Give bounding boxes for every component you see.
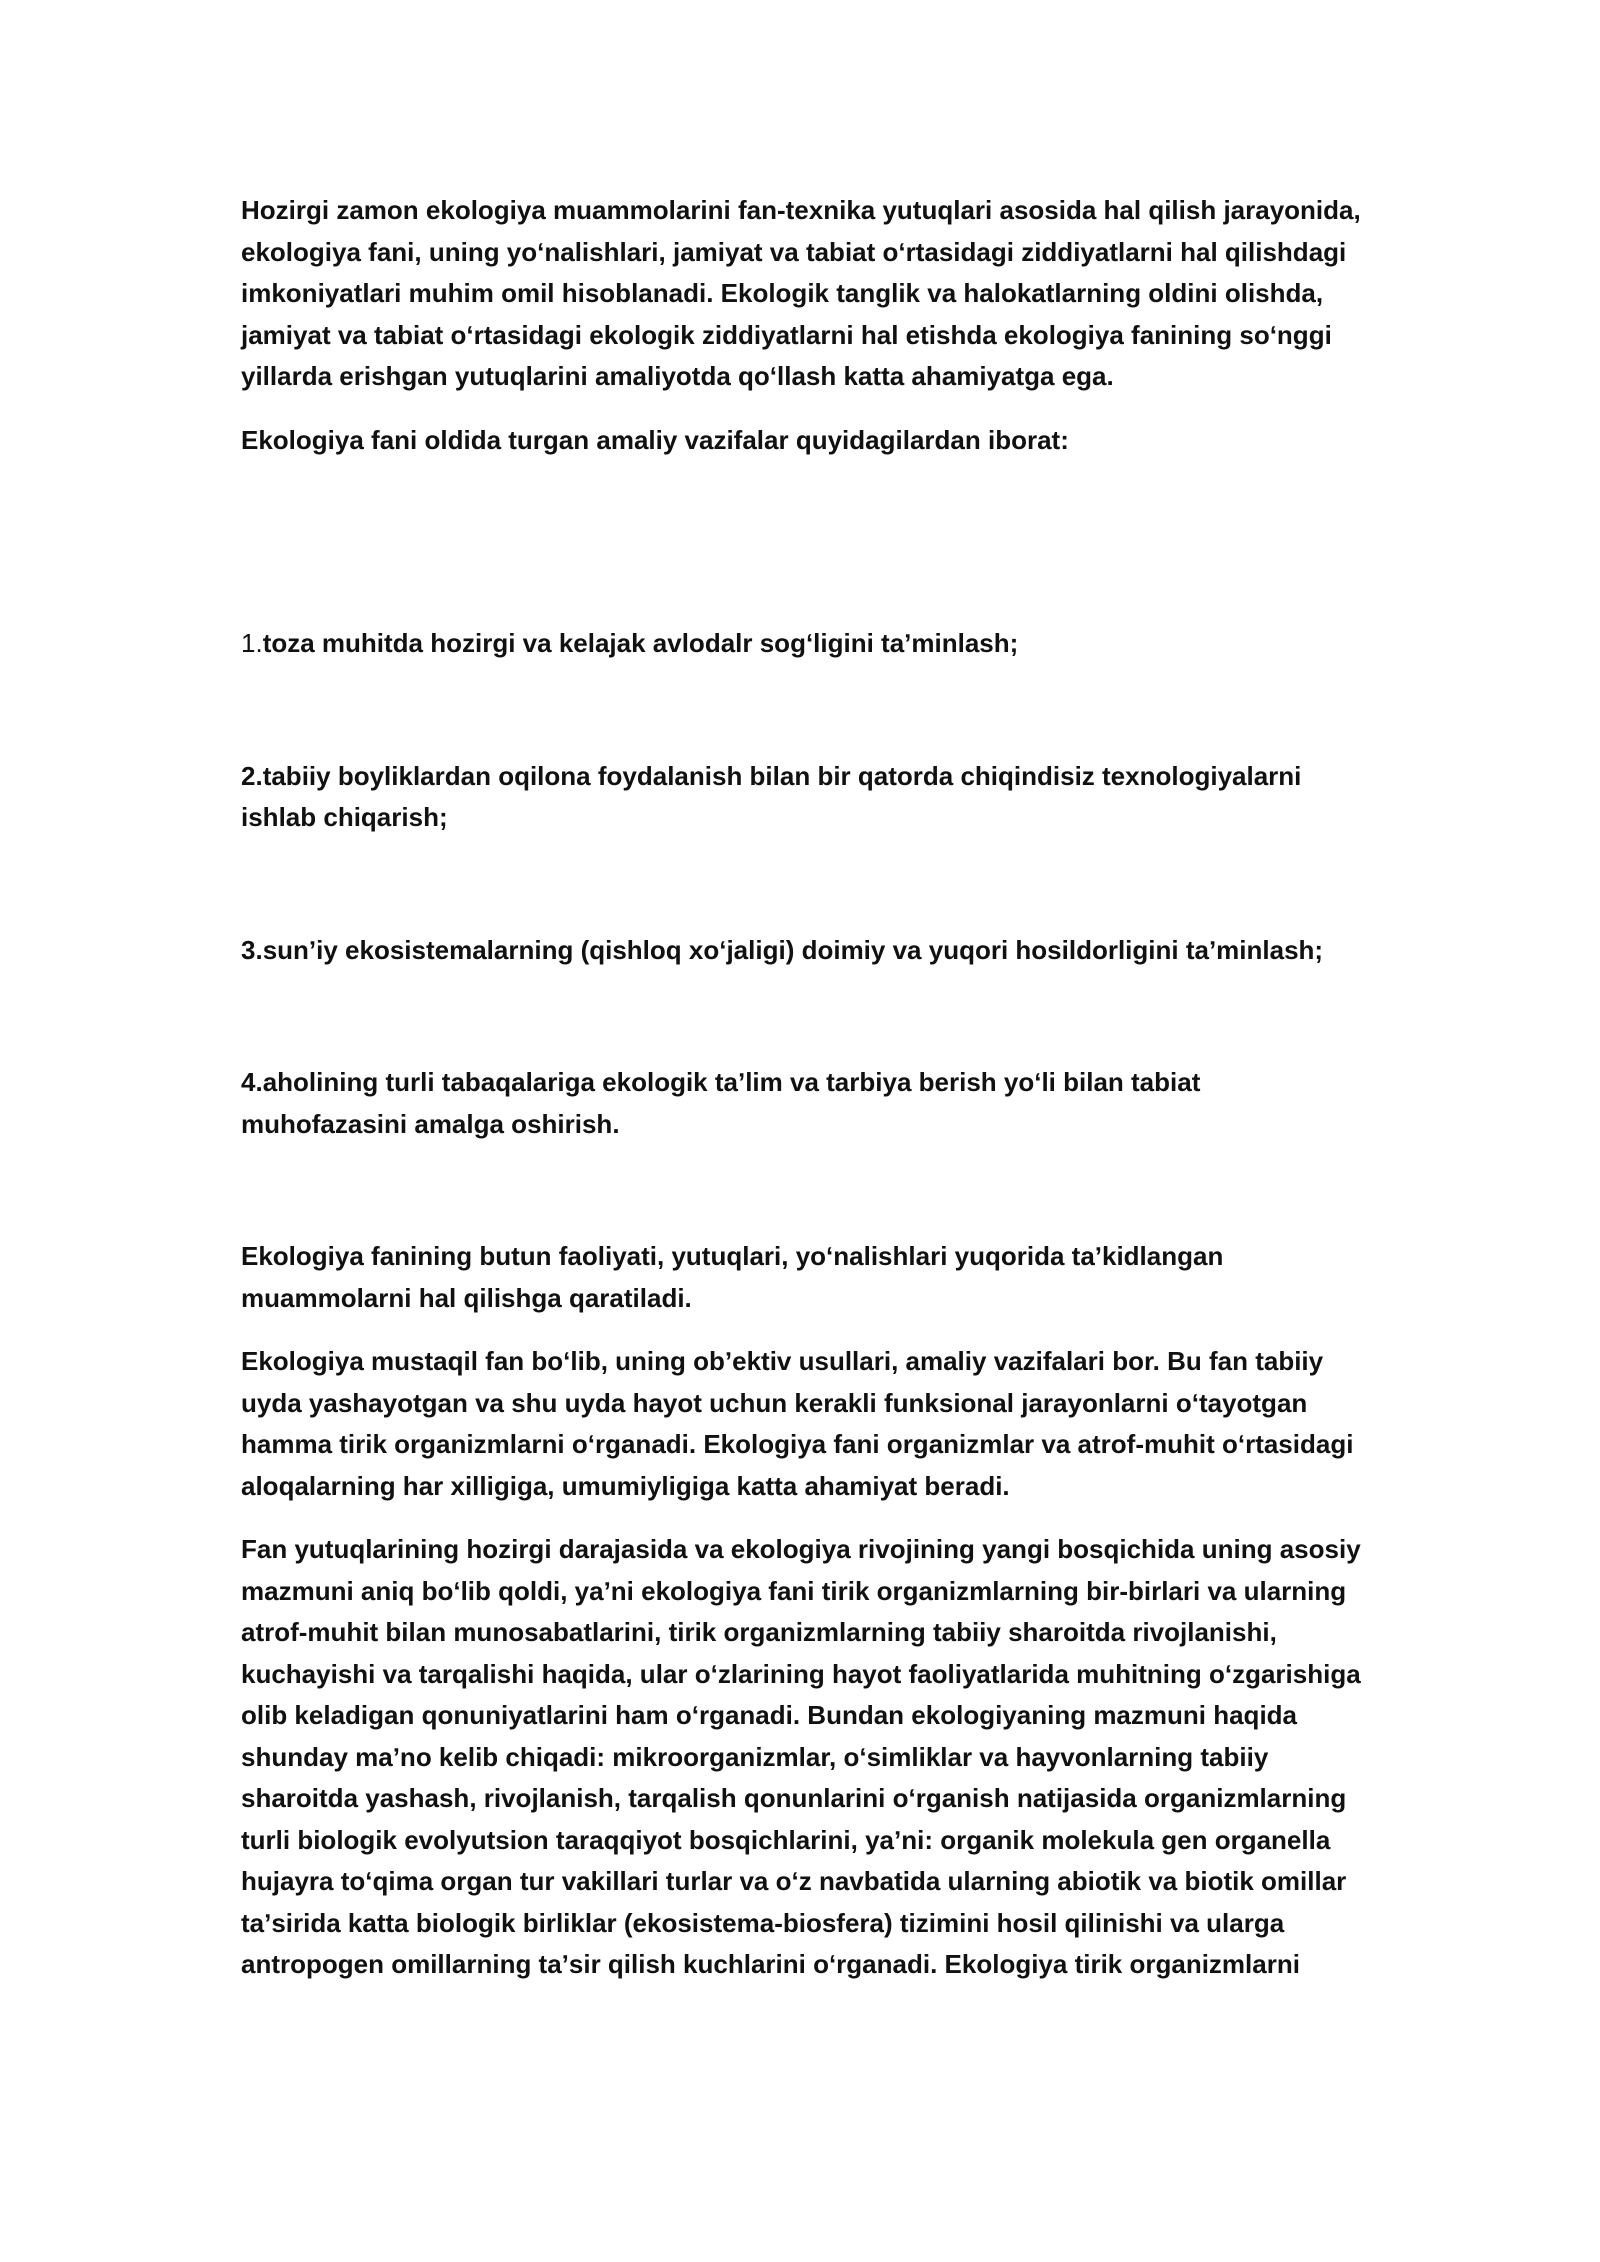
intro-paragraph: Hozirgi zamon ekologiya muammolarini fan-texnika yutuqlari asosida hal qilish jarayonida, ekologiya fani, uning yoʻnalishlari, jamiyat va tabiat oʻrtasidagi ziddiyatlarni hal qilishdagi imkoniyatlari muhim omil hisoblanadi. Ekologik tanglik va halokatlarning oldini olishda, jamiyat va tabiat oʻrtasidagi ekologik ziddiyatlarni hal etishda ekologiya fanining soʻnggi yillarda erishgan yutuqlarini amaliyotda qoʻllash katta ahamiyatga ega. — [241, 195, 1361, 391]
list-item-text: aholining turli tabaqalariga ekologik taʼlim va tarbiya berish yoʻli bilan tabiat muhofazasini amalga oshirish. — [241, 1067, 1201, 1139]
list-item-text: toza muhitda hozirgi va kelajak avlodalr sogʻligini taʼminlash; — [262, 628, 1019, 658]
list-item-number: 2. — [241, 760, 263, 791]
document-body — [241, 190, 1366, 1986]
list-item-text: tabiiy boyliklardan oqilona foydalanish bilan bir qatorda chiqindisiz texnologiyalarni ishlab chiqarish; — [241, 760, 1302, 832]
list-item — [241, 1062, 1366, 1145]
summary-paragraph: Ekologiya fanining butun faoliyati, yutuqlari, yoʻnalishlari yuqorida taʼkidlangan muammolarni hal qilishga qaratiladi. — [241, 1241, 1224, 1313]
list-item-number: 1. — [241, 628, 263, 658]
list-item — [241, 623, 1366, 665]
definition-paragraph: Ekologiya mustaqil fan boʻlib, uning obʼektiv usullari, amaliy vazifalari bor. Bu fan tabiiy uyda yashayotgan va shu uyda hayot uchun kerakli funksional jarayonlarni oʻtayotgan hamma tirik organizmlarni oʻrganadi. Ekologiya fani organizmlar va atrof-muhit oʻrtasidagi aloqalarning har xilligiga, umumiyligiga katta ahamiyat beradi. — [241, 1346, 1354, 1501]
list-item-number: 4. — [241, 1067, 263, 1097]
content-paragraph: Fan yutuqlarining hozirgi darajasida va ekologiya rivojining yangi bosqichida uning asosiy mazmuni aniq boʻlib qoldi, yaʼni ekologiya fani tirik organizmlarning bir-birlari va ularning atrof-muhit bilan munosabatlarini, tirik organizmlarning tabiiy sharoitda rivojlanishi, kuchayishi va tarqalishi haqida, ular oʻzlarining hayot faoliyatlarida muhitning oʻzgarishiga olib keladigan qonuniyatlarini ham oʻrganadi. Bundan ekologiyaning mazmuni haqida shunday maʼno kelib chiqadi: mikroorganizmlar, oʻsimliklar va hayvonlarning tabiiy sharoitda yashash, rivojlanish, tarqalish qonunlarini oʻrganish natijasida organizmlarning turli biologik evolyutsion taraqqiyot bosqichlarini, yaʼni: organik molekula gen organella hujayra toʻqima organ tur vakillari turlar va oʻz navbatida ularning abiotik va biotik omillar taʼsirida katta biologik birliklar (ekosistema-biosfera) tizimini hosil qilinishi va ularga antropogen omillarning taʼsir qilish kuchlarini oʻrganadi. Ekologiya tirik organizmlarni — [241, 1534, 1361, 1979]
list-item — [241, 756, 1366, 839]
list-item — [241, 930, 1366, 972]
list-item-text: sunʼiy ekosistemalarning (qishloq xoʻjaligi) doimiy va yuqori hosildorligini taʼminlash; — [262, 934, 1324, 965]
tasks-heading-paragraph: Ekologiya fani oldida turgan amaliy vazifalar quyidagilardan iborat: — [241, 424, 1069, 455]
list-item-number: 3. — [241, 934, 263, 965]
